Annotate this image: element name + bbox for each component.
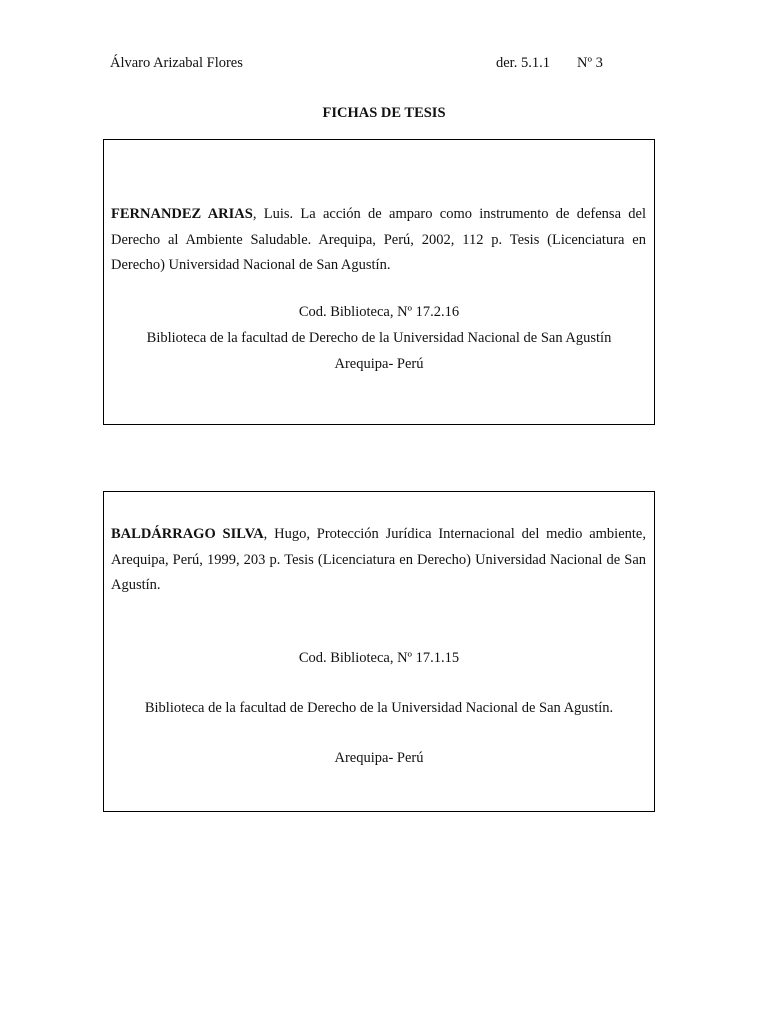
library-code: Cod. Biblioteca, Nº 17.1.15 <box>298 650 460 666</box>
header-number: Nº 3 <box>577 55 603 71</box>
citation-text: , Hugo, Protección Jurídica Internacional del medio ambiente, Arequipa, Perú, 1999, 203 p. Tesis (Licenciatura en Derecho) Universidad Nacional de San Agustín. <box>111 526 646 593</box>
library-location: Arequipa- Perú <box>334 750 424 766</box>
citation-text: , Luis. La acción de amparo como instrumento de defensa del Derecho al Ambiente Saludable. Arequipa, Perú, 2002, 112 p. Tesis (Licenciatura en Derecho) Universidad Nacional de San Agustín. <box>111 206 646 273</box>
citation <box>111 522 646 599</box>
library-name: Biblioteca de la facultad de Derecho de la Universidad Nacional de San Agustín <box>146 330 612 346</box>
page-title: FICHAS DE TESIS <box>322 105 446 121</box>
citation <box>111 202 646 279</box>
library-code: Cod. Biblioteca, Nº 17.2.16 <box>298 304 460 320</box>
header-author: Álvaro Arizabal Flores <box>110 55 243 71</box>
header-code: der. 5.1.1 <box>496 55 550 71</box>
author-surname: BALDÁRRAGO SILVA <box>111 526 264 542</box>
author-surname: FERNANDEZ ARIAS <box>111 206 253 222</box>
thesis-card-1 <box>103 139 655 425</box>
thesis-card-2 <box>103 491 655 812</box>
library-location: Arequipa- Perú <box>334 356 424 372</box>
library-name: Biblioteca de la facultad de Derecho de la Universidad Nacional de San Agustín. <box>144 700 614 716</box>
